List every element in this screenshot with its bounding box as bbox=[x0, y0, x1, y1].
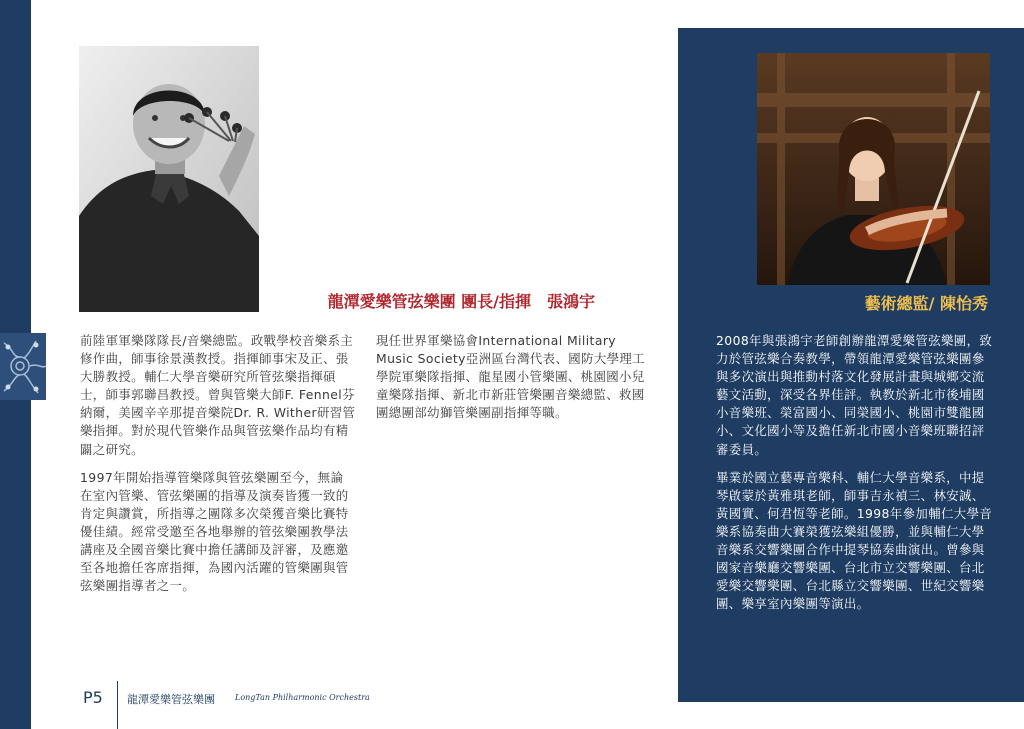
conductor-bio-column-1 bbox=[80, 332, 356, 605]
director-caption: 藝術總監/ 陳怡秀 bbox=[864, 294, 988, 313]
conductor-bio-paragraph: 1997年開始指導管樂隊與管弦樂團至今，無論在室內管樂、管弦樂團的指導及演奏皆獲一致的肯定與讚賞，所指導之團隊多次榮獲音樂比賽特優佳績。經常受邀至各地舉辦的管弦樂團教學法講座及全國音樂比賽中擔任講師及評審，及應邀至各地擔任客席指揮，為國內活躍的管樂團與管弦樂團指導者之一。 bbox=[80, 469, 349, 594]
conductor-bio-paragraph: 現任世界軍樂協會International Military Music Society亞洲區台灣代表、國防大學理工學院軍樂隊指揮、龍星國小管樂團、桃園國小兒童樂隊指揮、新北市新莊管樂團音樂總監、救國團總團部幼獅管樂團副指揮等職。 bbox=[376, 333, 645, 421]
conductor-bio-column-2 bbox=[376, 332, 652, 432]
floral-ornament bbox=[0, 333, 46, 400]
conductor-caption: 龍潭愛樂管弦樂團 團長/指揮 張鴻宇 bbox=[327, 292, 595, 311]
conductor-photo bbox=[79, 46, 259, 312]
director-bio-column bbox=[716, 332, 994, 623]
footer-divider bbox=[117, 681, 118, 729]
footer-org-name-en: LongTan Philharmonic Orchestra bbox=[235, 693, 370, 702]
director-bio-paragraph: 畢業於國立藝專音樂科、輔仁大學音樂系，中提琴啟蒙於黃雅琪老師，師事吉永禎三、林安誠、黃國實、何君恆等老師。1998年參加輔仁大學音樂系協奏曲大賽榮獲弦樂組優勝，並與輔仁大學音樂系交響樂團合作中提琴協奏曲演出。曾參與國家音樂廳交響樂團、台北市立交響樂團、台北愛樂交響樂團、台北縣立交響樂團、世紀交響樂團、樂享室內樂團等演出。 bbox=[716, 469, 993, 612]
director-photo bbox=[757, 53, 990, 285]
page-number: P5 bbox=[83, 688, 103, 707]
conductor-bio-paragraph: 前陸軍軍樂隊隊長/音樂總監。政戰學校音樂系主修作曲，師事徐景漢教授。指揮師事宋及正、張大勝教授。輔仁大學音樂研究所管弦樂指揮碩士，師事郭聯昌教授。曾與管樂大師F. Fennel芬納爾，美國辛辛那提音樂院Dr. R. Wither研習管樂指揮。對於現代管樂作品與管弦樂作品均有精闢之研究。 bbox=[80, 333, 356, 457]
footer-org-name: 龍潭愛樂管弦樂團 bbox=[127, 693, 215, 706]
director-bio-paragraph: 2008年與張鴻宇老師創辦龍潭愛樂管弦樂團，致力於管弦樂合奏教學，帶領龍潭愛樂管弦樂團參與多次演出與推動村落文化發展計畫與城鄉交流藝文活動，深受各界佳評。執教於新北市後埔國小音樂班、榮富國小、同榮國小、桃園市雙龍國小、文化國小等及擔任新北市國小音樂班聯招評審委員。 bbox=[716, 333, 993, 457]
